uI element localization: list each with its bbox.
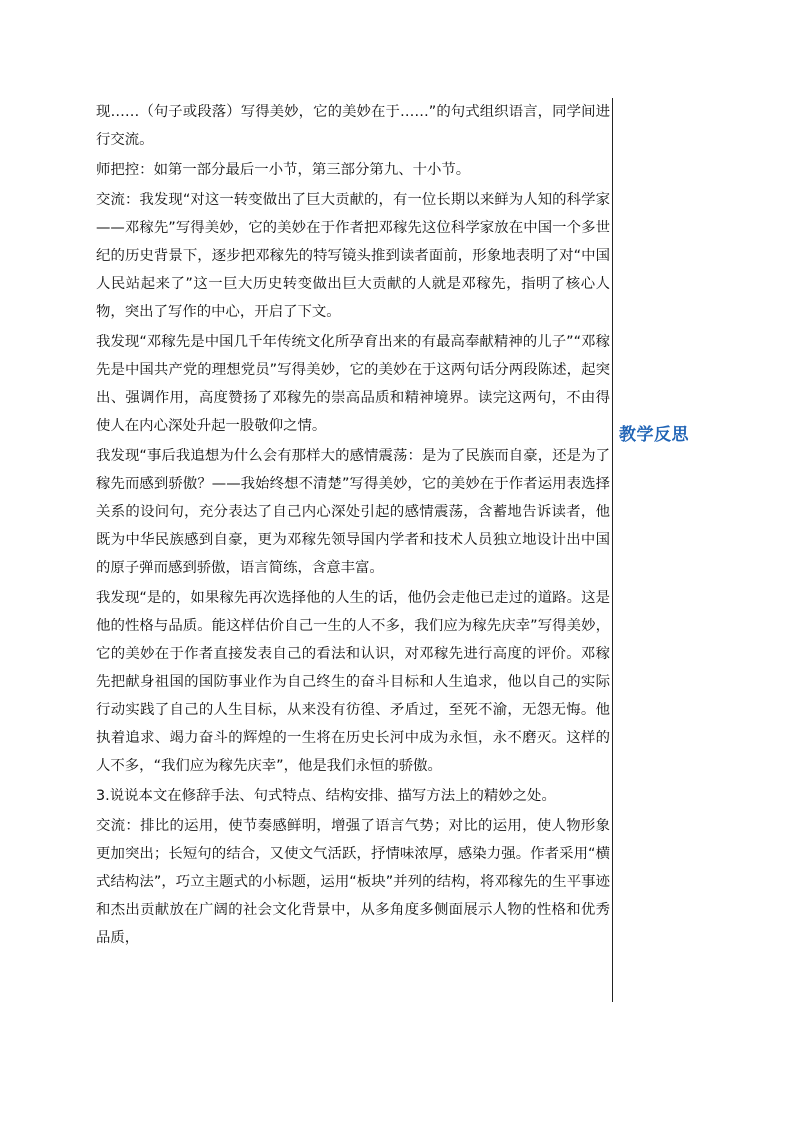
- teaching-reflection-heading: 教学反思: [619, 425, 689, 445]
- reflection-column: [613, 98, 723, 1002]
- paragraph-discovery-3: 我发现“事后我追想为什么会有那样大的感情震荡：是为了民族而自豪，还是为了稼先而感到骄傲？——我始终想不清楚”写得美妙，它的美妙在于作者运用表选择关系的设问句，充分表达了自己内心深处引起的感情震荡，含蓄地告诉读者，他既为中华民族感到自豪，更为邓稼先领导国内学者和技术人员独立地设计出中国的原子弹而感到骄傲，语言简练，含意丰富。: [96, 448, 610, 576]
- paragraph-discovery-2: 我发现“邓稼先是中国几千年传统文化所孕育出来的有最高奉献精神的儿子”“邓稼先是中国共产党的理想党员”写得美妙，它的美妙在于这两句话分两段陈述，起突出、强调作用，高度赞扬了邓稼先的崇高品质和精神境界。读完这两句，不由得使人在内心深处升起一股敬仰之情。: [96, 334, 610, 434]
- paragraph-teacher-guidance: 师把控：如第一部分最后一小节，第三部分第九、十小节。: [96, 162, 471, 178]
- question-3: 3.说说本文在修辞手法、句式特点、结构安排、描写方法上的精妙之处。: [96, 788, 556, 804]
- paragraph-exchange-rhetoric: 交流：排比的运用，使节奏感鲜明，增强了语言气势；对比的运用，使人物形象更加突出；长短句的结合，又使文气活跃，抒情味浓厚，感染力强。作者采用“横式结构法”，巧立主题式的小标题，运用“板块”并列的结构，将邓稼先的生平事迹和杰出贡献放在广阔的社会文化背景中，从多角度多侧面展示人物的性格和优秀品质，: [96, 818, 610, 946]
- paragraph-exchange-1: 交流：我发现“对这一转变做出了巨大贡献的，有一位长期以来鲜为人知的科学家——邓稼先”写得美妙，它的美妙在于作者把邓稼先这位科学家放在中国一个多世纪的历史背景下，逐步把邓稼先的特写镜头推到读者面前，形象地表明了对“中国人民站起来了”这一巨大历史转变做出巨大贡献的人就是邓稼先，指明了核心人物，突出了写作的中心，开启了下文。: [96, 192, 610, 320]
- lesson-content-column: [96, 98, 610, 1002]
- paragraph-discovery-4: 我发现“是的，如果稼先再次选择他的人生的话，他仍会走他已走过的道路。这是他的性格与品质。能这样估价自己一生的人不多，我们应为稼先庆幸”写得美妙，它的美妙在于作者直接发表自己的看法和认识，对邓稼先进行高度的评价。邓稼先把献身祖国的国防事业作为自己终生的奋斗目标和人生追求，他以自己的实际行动实践了自己的人生目标，从来没有彷徨、矛盾过，至死不渝，无怨无悔。他执着追求、竭力奋斗的辉煌的一生将在历史长河中成为永恒，永不磨灭。这样的人不多，“我们应为稼先庆幸”，他是我们永恒的骄傲。: [96, 590, 610, 774]
- paragraph-sentence-pattern: 现……（句子或段落）写得美妙，它的美妙在于……”的句式组织语言，同学间进行交流。: [96, 104, 610, 148]
